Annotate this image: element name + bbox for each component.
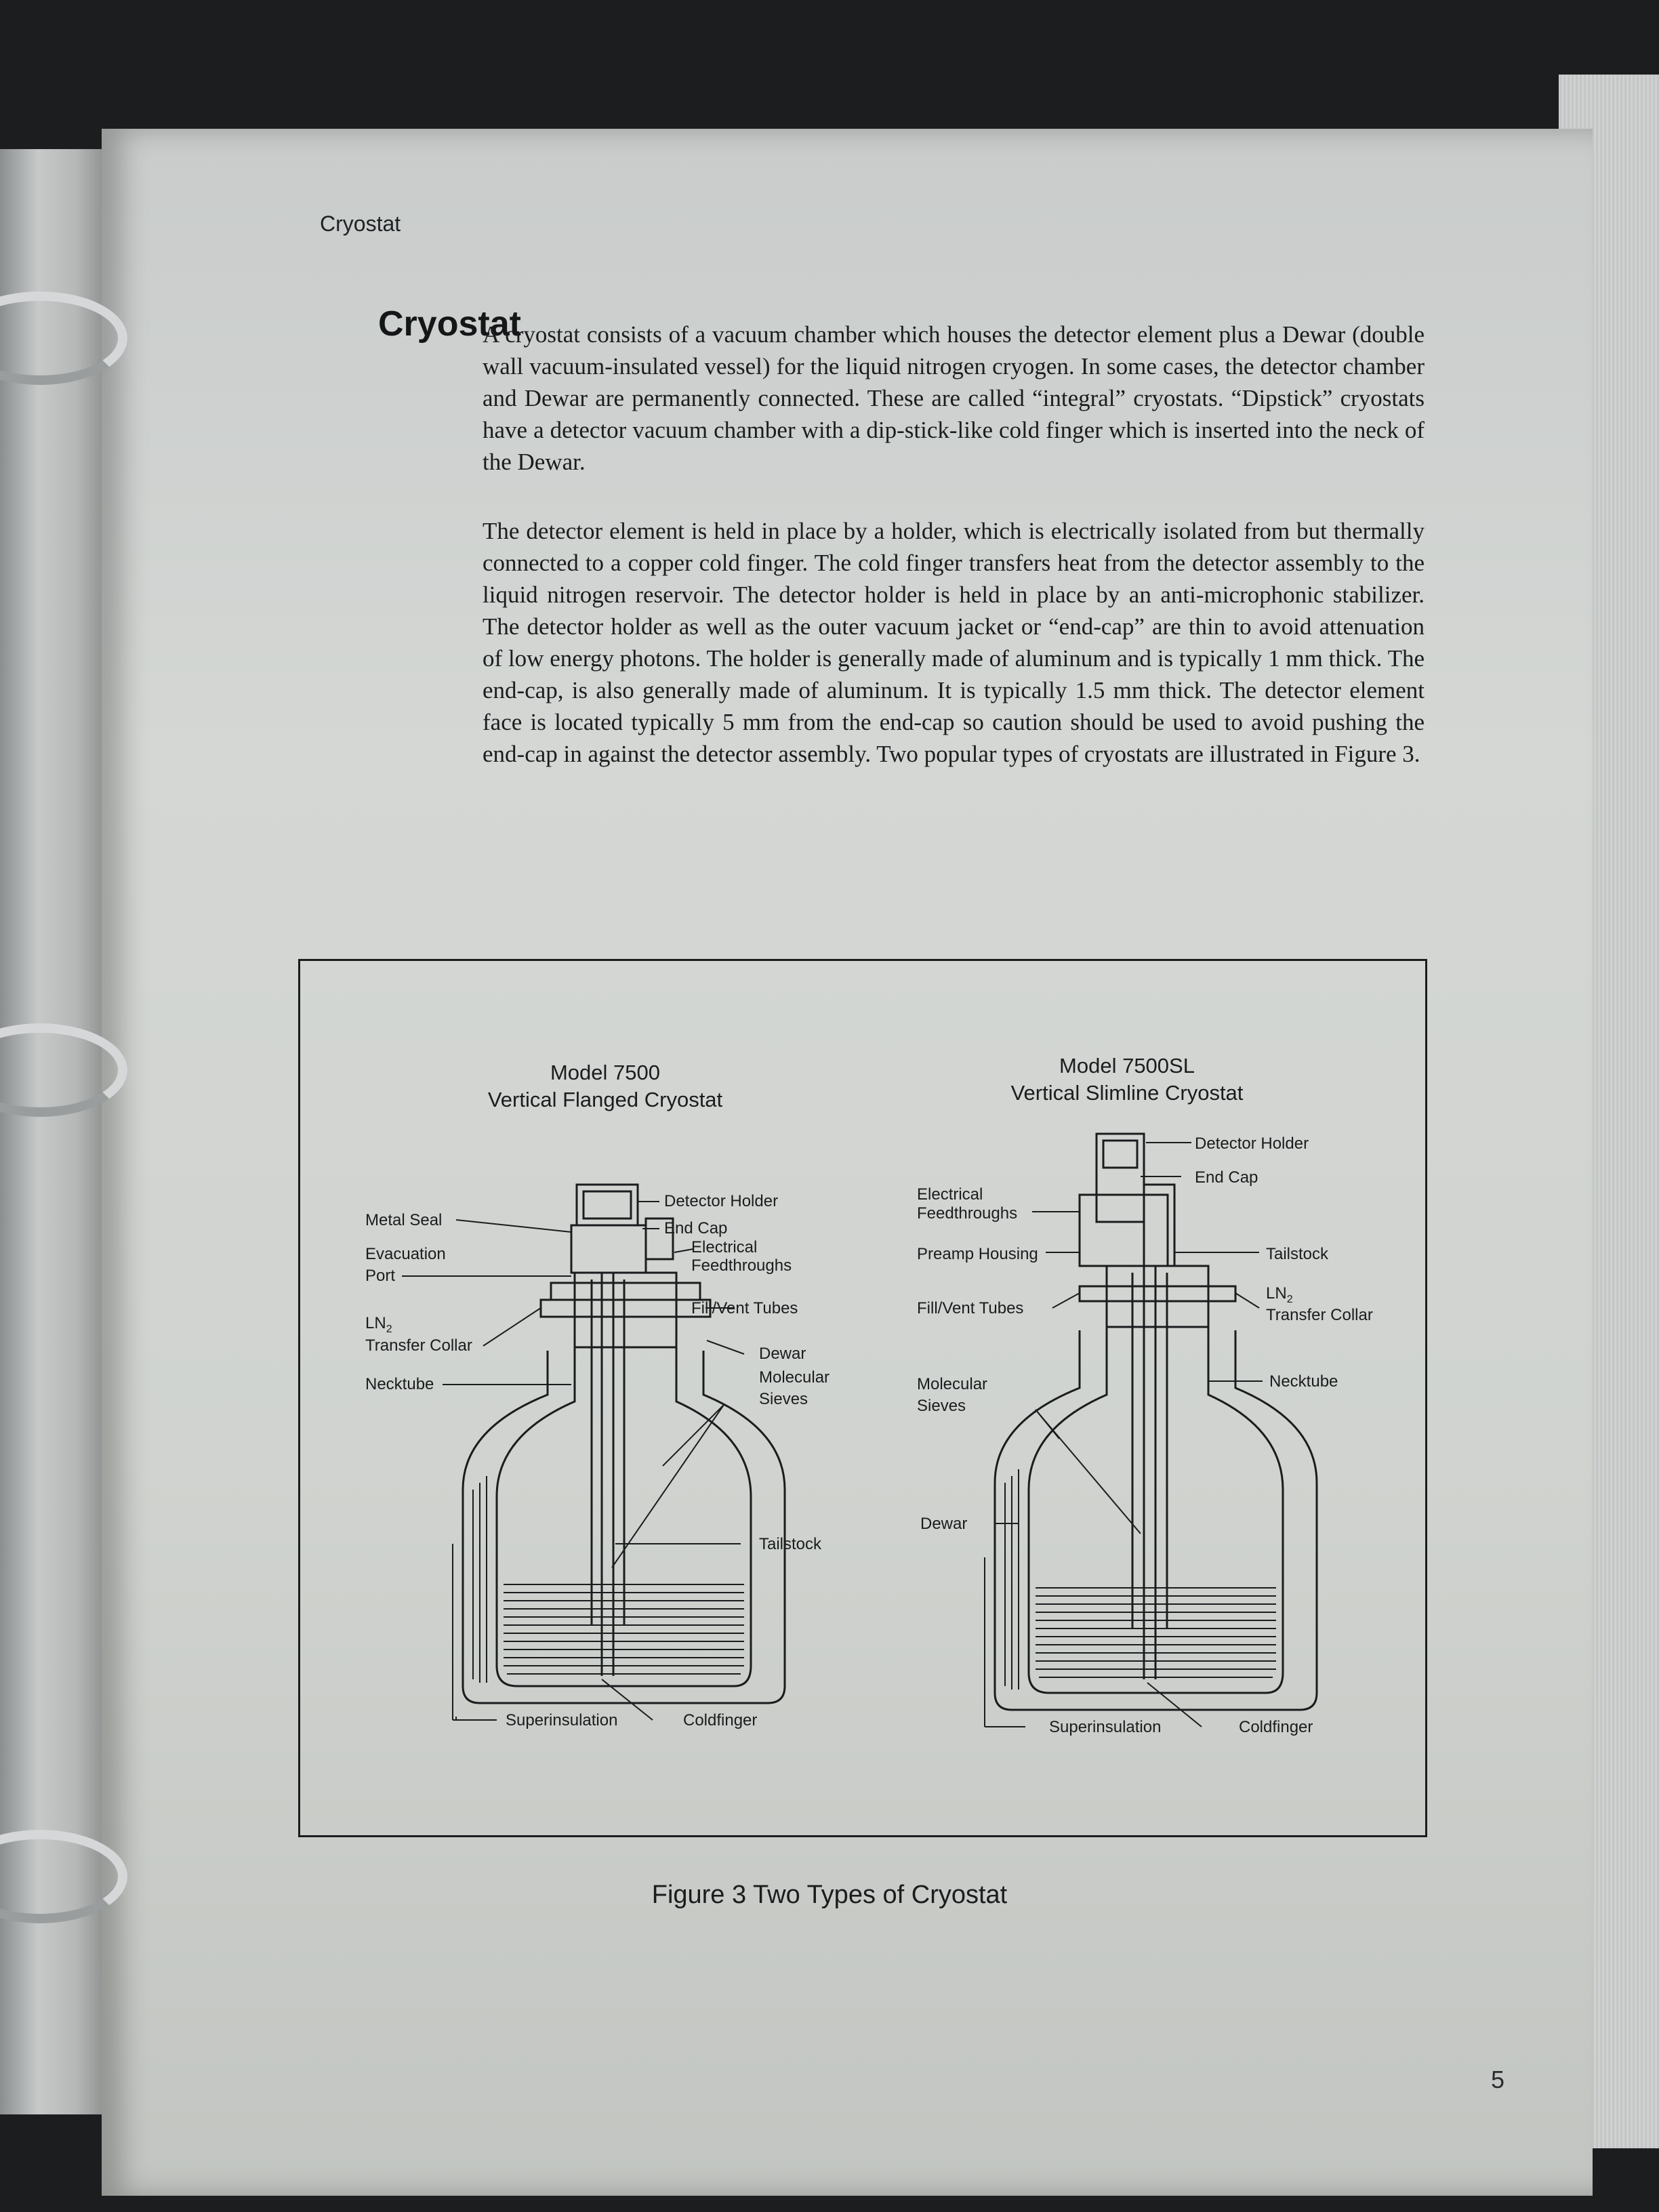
figure-3 (298, 959, 1427, 1837)
paragraph-2: The detector element is held in place by a holder, which is electrically isolated from but thermally connected to a copper cold finger. The cold finger transfers heat from the detector assembly to the liquid nitrogen reservoir. The detector holder is held in place by an anti-microphonic stabilizer. The detector holder as well as the outer vacuum jacket or “end-cap” are thin to avoid attenuation of low energy photons. The holder is generally made of aluminum and is typically 1 mm thick. The end-cap, is also generally made of aluminum. It is typically 1.5 mm thick. The detector element face is located typically 5 mm from the end-cap so caution should be used to avoid pushing the end-cap in against the detector assembly. Two popular types of cryostats are illustrated in Figure 3. (483, 518, 1425, 767)
right-label-ln2: $LN_2$ (1266, 1284, 1293, 1305)
left-label-necktube: Necktube (365, 1375, 434, 1393)
right-label-preamp-housing: Preamp Housing (917, 1245, 1038, 1263)
page-number: 5 (1491, 2066, 1505, 2093)
left-label-superinsulation: Superinsulation (506, 1711, 618, 1729)
running-header: Cryostat (320, 211, 401, 236)
right-label-electrical-2: Feedthroughs (917, 1204, 1018, 1223)
left-label-electrical-2: Feedthroughs (691, 1256, 792, 1275)
left-model-title: Model 7500 (550, 1061, 661, 1084)
right-label-detector-holder: Detector Holder (1195, 1134, 1309, 1153)
left-label-coldfinger: Coldfinger (683, 1711, 758, 1729)
left-label-metal-seal: Metal Seal (365, 1211, 443, 1229)
left-label-evacuation-2: Port (365, 1267, 396, 1285)
left-label-transfer-collar: Transfer Collar (365, 1336, 472, 1355)
left-label-electrical-1: Electrical (691, 1238, 758, 1256)
left-label-ln2: $LN_2$ (365, 1314, 392, 1335)
right-superinsulation (1005, 1469, 1019, 1689)
left-label-evacuation-1: Evacuation (365, 1245, 446, 1263)
left-label-sieves-2: Sieves (759, 1390, 808, 1408)
right-label-tailstock: Tailstock (1266, 1245, 1329, 1263)
right-label-superinsulation: Superinsulation (1049, 1718, 1162, 1736)
right-cryostat-drawing (985, 1134, 1317, 1727)
left-label-dewar: Dewar (759, 1345, 806, 1363)
right-label-sieves-2: Sieves (917, 1397, 966, 1415)
left-superinsulation (473, 1476, 487, 1683)
binder-cover (0, 149, 108, 2114)
right-label-fill-vent: Fill/Vent Tubes (917, 1299, 1024, 1317)
left-leader-lines (402, 1202, 744, 1720)
right-label-sieves-1: Molecular (917, 1375, 988, 1393)
cryostat-diagram (300, 961, 1425, 1835)
figure-caption: Figure 3 Two Types of Cryostat (651, 1881, 1008, 1909)
left-label-end-cap: End Cap (664, 1219, 728, 1237)
right-label-end-cap: End Cap (1195, 1168, 1258, 1187)
paragraph-1: A cryostat consists of a vacuum chamber which houses the detector element plus a Dewar (double wall vacuum-insulated vessel) for the liquid nitrogen cryogen. In some cases, the detector chamber and Dewar are permanently connected. These are called “integral” cryostats. “Dipstick” cryostats have a detector vacuum chamber with a dip-stick-like cold finger which is inserted into the neck of the Dewar. (483, 321, 1425, 475)
left-label-detector-holder: Detector Holder (664, 1192, 779, 1210)
left-label-sieves-1: Molecular (759, 1368, 830, 1387)
right-label-electrical-1: Electrical (917, 1185, 983, 1204)
right-label-coldfinger: Coldfinger (1239, 1718, 1313, 1736)
left-label-tailstock: Tailstock (759, 1535, 822, 1553)
left-label-fill-vent: Fill/Vent Tubes (691, 1299, 798, 1317)
section-title: Cryostat (378, 304, 521, 344)
right-label-transfer-collar: Transfer Collar (1266, 1306, 1373, 1324)
right-leader-lines (985, 1143, 1263, 1727)
right-model-title: Model 7500SL (1059, 1054, 1195, 1078)
left-model-name: Vertical Flanged Cryostat (487, 1088, 723, 1111)
right-label-necktube: Necktube (1269, 1372, 1338, 1391)
right-model-name: Vertical Slimline Cryostat (1010, 1081, 1244, 1105)
right-label-dewar: Dewar (920, 1515, 968, 1533)
